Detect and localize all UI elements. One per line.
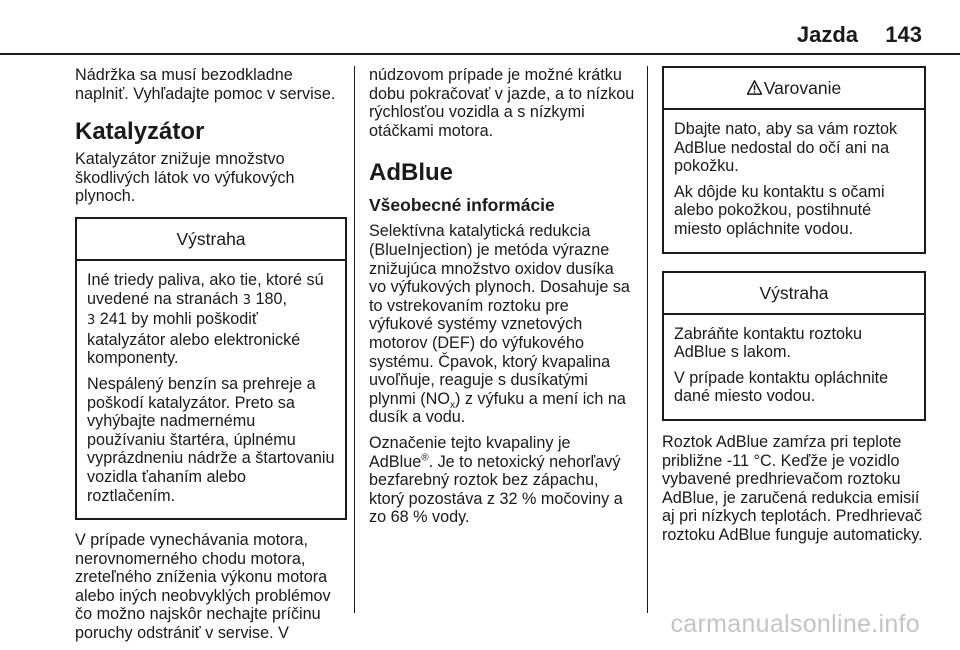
caution-paragraph: V prípade kontaktu opláchnite dané miesto vodou.	[674, 368, 889, 406]
column-left	[75, 66, 347, 650]
page-number: 143	[885, 22, 922, 47]
warning-title: Varovanie	[664, 68, 924, 110]
adblue-heading: AdBlue	[369, 159, 453, 187]
page-ref-arrow-icon: 3	[242, 292, 251, 308]
catalyst-heading: Katalyzátor	[75, 118, 205, 146]
freezing-paragraph: Roztok AdBlue zamŕza pri teplote približne -11 °C. Keďže je vozidlo vybavené predhrievačom roztoku AdBlue, je zaručená redukcia emisií aj pri nízkych teplotách. Predhrievač roztoku AdBlue funguje automaticky.	[662, 432, 923, 544]
column-divider	[647, 66, 648, 613]
caution-paragraph: Zabráňte kontaktu roztoku AdBlue s lakom.	[674, 324, 863, 362]
caution-title: Výstraha	[77, 219, 345, 261]
page-header	[0, 0, 960, 52]
column-right	[662, 66, 926, 552]
caution-paragraph: Nespálený benzín sa prehreje a poškodí katalyzátor. Preto sa vyhýbajte nadmernému používaniu štartéra, úplnému vyprázdneniu nádrže a štartovaniu vozidla ťahaním alebo roztlačením.	[87, 374, 335, 505]
page-ref-arrow-icon: 3	[87, 313, 96, 329]
adblue-description-paragraph: Označenie tejto kvapaliny je AdBlue®. Je to netoxický nehorľavý bezfarebný roztok bez zápachu, ktorý pozostáva z 32 % močoviny a zo 68 % vody.	[369, 433, 623, 527]
misfire-paragraph: V prípade vynechávania motora, nerovnomerného chodu motora, zreteľného zníženia výkonu motora alebo iných neobvyklých problémov čo možno najskôr nechajte príčinu poruchy odstrániť v servise. V	[75, 531, 331, 643]
warning-triangle-icon	[747, 80, 762, 95]
catalyst-paragraph: Katalyzátor znižuje množstvo škodlivých látok vo výfukových plynoch.	[75, 150, 295, 206]
warning-paragraph: Ak dôjde ku kontaktu s očami alebo pokožkou, postihnuté miesto opláchnite vodou.	[674, 182, 885, 238]
continued-paragraph: núdzovom prípade je možné krátku dobu pokračovať v jazde, a to nízkou rýchlosťou vozidla a s nízkymi otáčkami motora.	[369, 66, 635, 140]
caution-box	[75, 217, 347, 520]
column-middle	[369, 66, 635, 534]
caution-paragraph: Iné triedy paliva, ako tie, ktoré sú uvedené na stranách 3 180, 3 241 by mohli poškodiť katalyzátor alebo elektronické komponenty.	[87, 270, 324, 368]
scr-paragraph: Selektívna katalytická redukcia (BlueInjection) je metóda výrazne znižujúca množstvo oxidov dusíka vo výfukových plynoch. Dosahuje sa to vstrekovaním roztoku pre výfukové systémy vznetových motorov (DEF) do výfukového systému. Čpavok, ktorý kvapalina uvoľňuje, reaguje s dusíkatými plynmi $(NO_x)$ z výfuku a mení ich na dusík a vodu.	[369, 222, 630, 427]
intro-paragraph: Nádržka sa musí bezodkladne naplniť. Vyhľadajte pomoc v servise.	[75, 66, 336, 103]
watermark: carmanualsonline.info	[670, 610, 920, 638]
section-title: Jazda	[796, 22, 858, 47]
header-rule	[0, 53, 960, 55]
general-info-subheading: Všeobecné informácie	[369, 195, 555, 216]
column-divider	[354, 66, 355, 613]
caution-box	[662, 271, 926, 421]
warning-paragraph: Dbajte nato, aby sa vám roztok AdBlue nedostal do očí ani na pokožku.	[674, 120, 898, 176]
caution-title: Výstraha	[664, 273, 924, 315]
warning-box	[662, 66, 926, 254]
